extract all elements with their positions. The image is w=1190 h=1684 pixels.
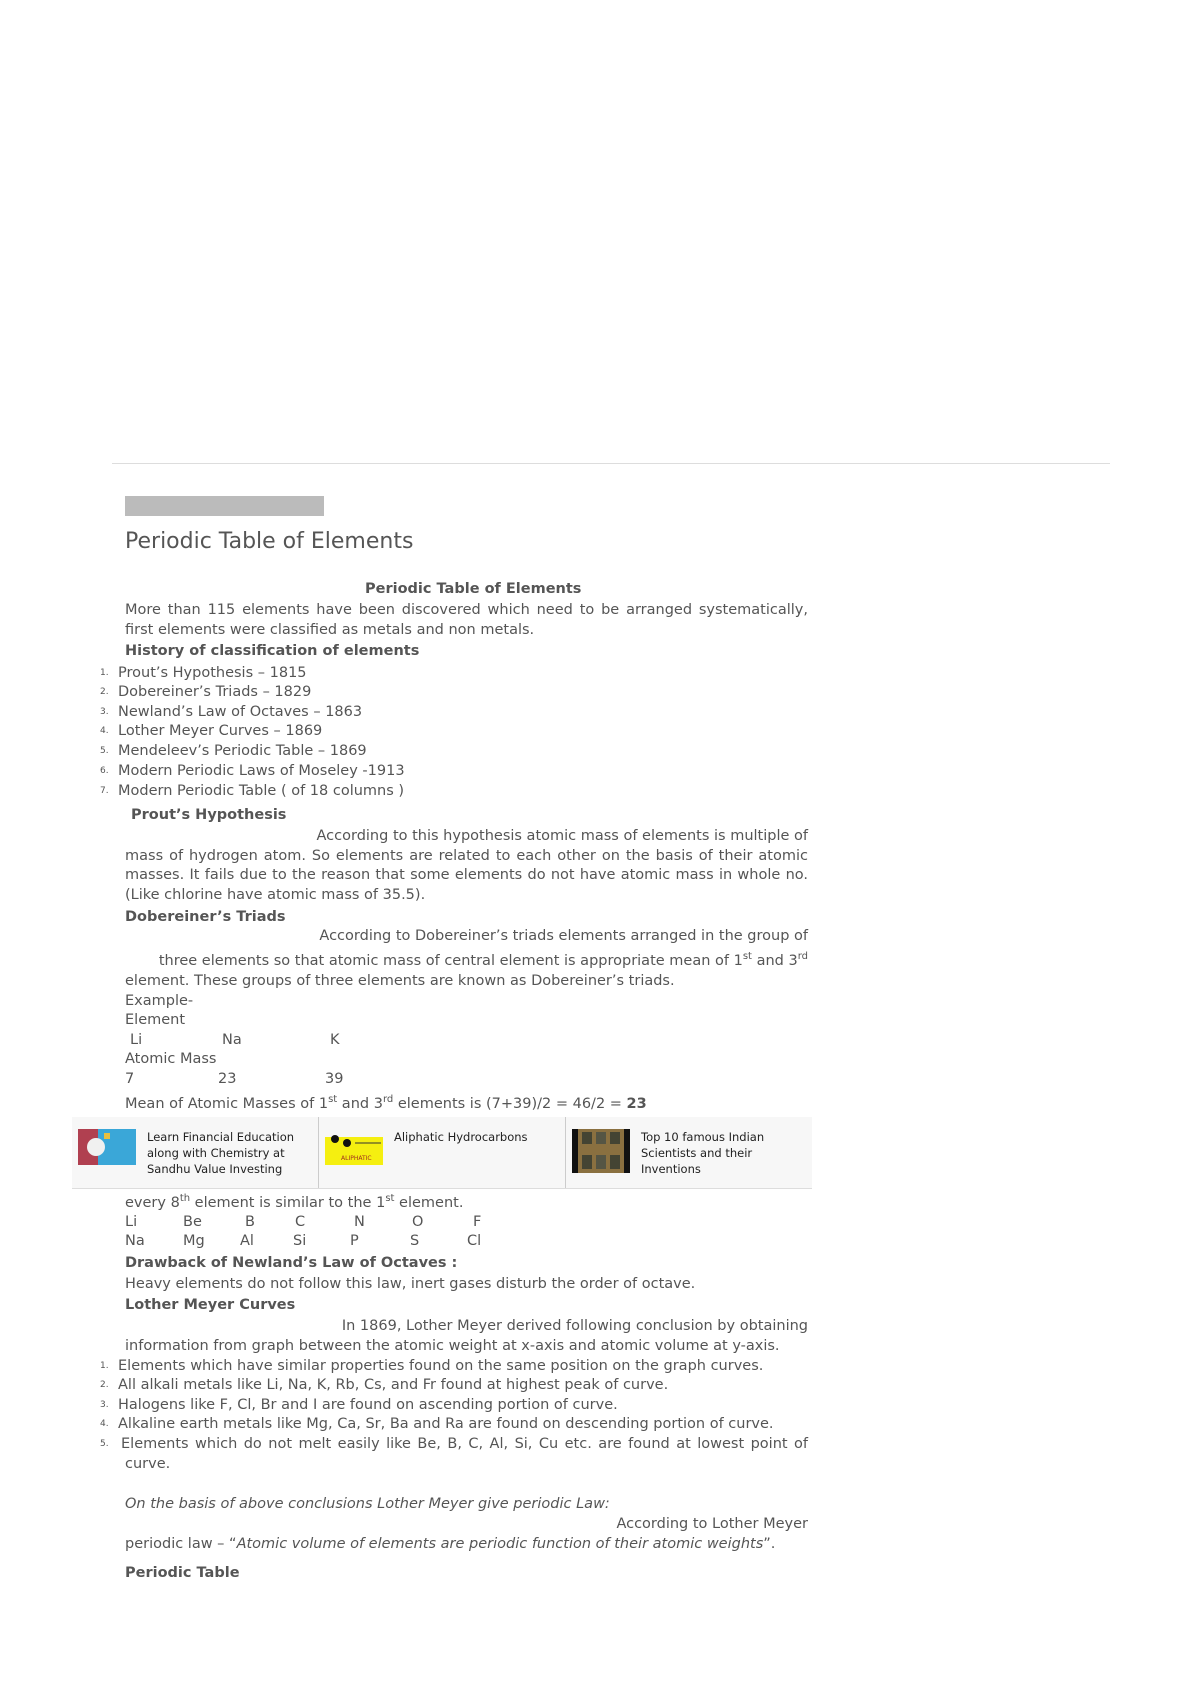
lm-law: periodic law – “Atomic volume of elements are periodic function of their atomic weights”. <box>125 1536 776 1552</box>
list-item: Lother Meyer Curves – 1869 <box>118 723 323 739</box>
octave-line: every 8th element is similar to the 1st element. <box>125 1193 464 1211</box>
thumbnail-hydrocarbon-icon <box>325 1129 383 1165</box>
list-number: 5. <box>100 1439 109 1449</box>
prout-line: mass of hydrogen atom. So elements are related to each other on the basis of their atomic <box>125 848 808 864</box>
list-number: 2. <box>100 687 109 697</box>
list-number: 1. <box>100 1361 109 1371</box>
pt-heading: Periodic Table <box>125 1565 240 1581</box>
list-item: Elements which do not melt easily like Be, B, C, Al, Si, Cu etc. are found at lowest point of <box>121 1436 808 1452</box>
octave-element: F <box>473 1214 482 1230</box>
svg-text:ALIPHATIC: ALIPHATIC <box>341 1155 372 1162</box>
mean-line: Mean of Atomic Masses of 1st and 3rd elements is (7+39)/2 = 46/2 = 23 <box>125 1094 647 1112</box>
list-number: 7. <box>100 786 109 796</box>
element: Li <box>130 1032 143 1048</box>
thumbnail-finance-icon <box>78 1129 136 1165</box>
list-number: 3. <box>100 707 109 717</box>
divider <box>112 463 1110 464</box>
element: Na <box>222 1032 242 1048</box>
element-label: Element <box>125 1012 186 1028</box>
octave-element: Li <box>125 1214 138 1230</box>
octave-element: Si <box>293 1233 307 1249</box>
list-number: 4. <box>100 1419 109 1429</box>
octave-element: B <box>245 1214 255 1230</box>
octave-element: S <box>410 1233 420 1249</box>
octave-element: C <box>295 1214 306 1230</box>
related-title: Learn Financial Education along with Chemistry at Sandhu Value Investing <box>147 1130 295 1176</box>
list-item: Elements which have similar properties found on the same position on the graph curves. <box>118 1358 764 1374</box>
dob-line: three elements so that atomic mass of central element is appropriate mean of 1st and 3rd <box>158 951 808 969</box>
thumbnail-scientists-icon <box>572 1129 630 1173</box>
prout-line: masses. It fails due to the reason that some elements do not have atomic mass in whole no. <box>125 867 808 883</box>
octave-element: Cl <box>467 1233 482 1249</box>
lm-according: According to Lother Meyer <box>616 1516 808 1532</box>
mass: 39 <box>325 1071 344 1087</box>
related-title: Top 10 famous Indian Scientists and their Inventions <box>641 1130 765 1176</box>
lm-line: information from graph between the atomic weight at x-axis and atomic volume at y-axis. <box>125 1338 780 1354</box>
list-item: Modern Periodic Laws of Moseley -1913 <box>118 763 405 779</box>
prout-heading: Prout’s Hypothesis <box>131 807 287 823</box>
list-number: 5. <box>100 746 109 756</box>
intro-line: first elements were classified as metals and non metals. <box>125 622 535 638</box>
related-posts <box>72 1117 812 1189</box>
prout-line: (Like chlorine have atomic mass of 35.5). <box>125 887 426 903</box>
related-post[interactable] <box>319 1117 566 1188</box>
mass: 7 <box>125 1071 135 1087</box>
octave-element: Be <box>183 1214 202 1230</box>
history-heading: History of classification of elements <box>125 643 420 659</box>
mass: 23 <box>218 1071 237 1087</box>
list-item: Prout’s Hypothesis – 1815 <box>118 665 307 681</box>
placeholder-bar <box>125 496 324 516</box>
prout-line: According to this hypothesis atomic mass of elements is multiple of <box>316 828 808 844</box>
list-item: Halogens like F, Cl, Br and I are found on ascending portion of curve. <box>118 1397 618 1413</box>
element: K <box>330 1032 340 1048</box>
intro-line: More than 115 elements have been discovered which need to be arranged systematically, <box>125 602 808 618</box>
list-number: 3. <box>100 1400 109 1410</box>
dob-line: According to Dobereiner’s triads elements arranged in the group of <box>319 928 808 944</box>
octave-element: O <box>412 1214 424 1230</box>
list-number: 6. <box>100 766 109 776</box>
list-number: 2. <box>100 1380 109 1390</box>
list-item: Newland’s Law of Octaves – 1863 <box>118 704 363 720</box>
related-post[interactable] <box>72 1117 319 1188</box>
center-heading: Periodic Table of Elements <box>365 581 582 597</box>
list-number: 4. <box>100 726 109 736</box>
list-item: Mendeleev’s Periodic Table – 1869 <box>118 743 367 759</box>
dob-heading: Dobereiner’s Triads <box>125 909 286 925</box>
list-number: 1. <box>100 668 109 678</box>
list-item: All alkali metals like Li, Na, K, Rb, Cs, and Fr found at highest peak of curve. <box>118 1377 669 1393</box>
octave-element: N <box>354 1214 365 1230</box>
list-item: Dobereiner’s Triads – 1829 <box>118 684 312 700</box>
lm-list-cont: curve. <box>125 1456 171 1472</box>
drawback-heading: Drawback of Newland’s Law of Octaves : <box>125 1255 458 1271</box>
mass-label: Atomic Mass <box>125 1051 217 1067</box>
octave-element: Na <box>125 1233 145 1249</box>
example-label: Example- <box>125 993 194 1009</box>
related-title: Aliphatic Hydrocarbons <box>394 1130 528 1144</box>
lm-line: In 1869, Lother Meyer derived following conclusion by obtaining <box>341 1318 808 1334</box>
list-item: Modern Periodic Table ( of 18 columns ) <box>118 783 405 799</box>
page-title: Periodic Table of Elements <box>125 529 414 554</box>
related-post[interactable] <box>566 1117 812 1188</box>
octave-element: Mg <box>183 1233 205 1249</box>
list-item: Alkaline earth metals like Mg, Ca, Sr, Ba and Ra are found on descending portion of curve. <box>118 1416 774 1432</box>
octave-element: Al <box>240 1233 254 1249</box>
lm-heading: Lother Meyer Curves <box>125 1297 296 1313</box>
lm-italic: On the basis of above conclusions Lother Meyer give periodic Law: <box>125 1496 610 1512</box>
octave-element: P <box>350 1233 359 1249</box>
drawback-text: Heavy elements do not follow this law, inert gases disturb the order of octave. <box>125 1276 696 1292</box>
dob-line: element. These groups of three elements are known as Dobereiner’s triads. <box>125 973 675 989</box>
